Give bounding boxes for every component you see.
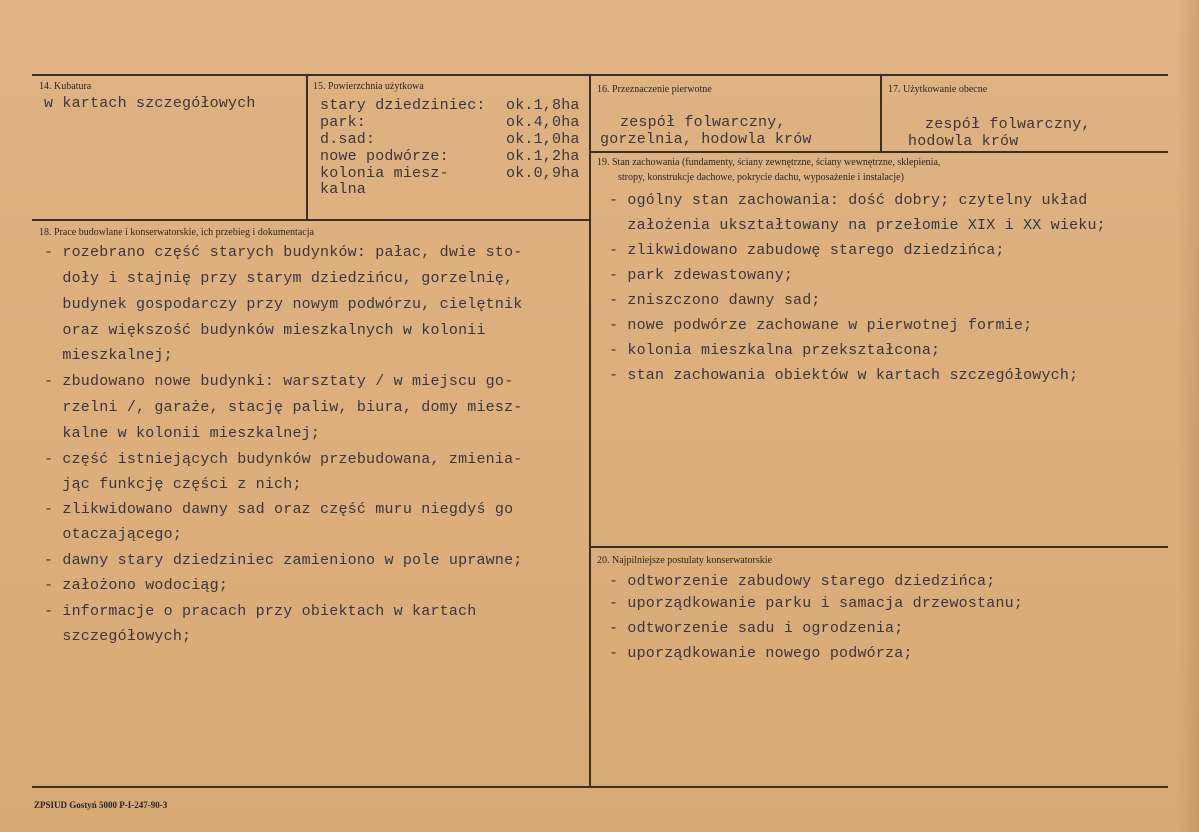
- bottom-border: [32, 786, 1168, 788]
- field-18-line: - dawny stary dziedziniec zamieniono w pole uprawne;: [44, 552, 523, 569]
- field-18-line: oraz większość budynków mieszkalnych w kolonii: [44, 322, 486, 339]
- field-19-line: - kolonia mieszkalna przekształcona;: [609, 342, 941, 359]
- print-imprint: ZPSIUD Gostyń 5000 P-I-247-90-3: [34, 800, 168, 810]
- field-19-line: - stan zachowania obiektów w kartach szczegółowych;: [609, 367, 1079, 384]
- divider-16-17: [880, 74, 882, 152]
- field-18-label: 18. Prace budowlane i konserwatorskie, ich przebieg i dokumentacja: [39, 227, 314, 238]
- field-14-label: 14. Kubatura: [39, 81, 92, 92]
- field-18-line: jąc funkcję części z nich;: [44, 476, 302, 493]
- area-row-name: nowe podwórze:: [320, 148, 449, 165]
- field-17-line: hodowla krów: [908, 133, 1019, 150]
- row1-bottom-right: [590, 151, 1168, 153]
- field-20-line: - uporządkowanie nowego podwórza;: [609, 645, 913, 662]
- field-18-line: - rozebrano część starych budynków: pałac, dwie sto-: [44, 244, 523, 261]
- divider-14-15: [306, 74, 308, 220]
- field-19-line: - zlikwidowano zabudowę starego dziedzińca;: [609, 242, 1005, 259]
- divider-center: [589, 74, 591, 788]
- field-18-line: kalne w kolonii mieszkalnej;: [44, 425, 321, 442]
- field-19-label: stropy, konstrukcje dachowe, pokrycie dachu, wyposażenie i instalacje): [618, 172, 904, 183]
- field-19-line: - park zdewastowany;: [609, 267, 794, 284]
- field-19-line: - zniszczono dawny sad;: [609, 292, 821, 309]
- field-18-line: - zlikwidowano dawny sad oraz część muru niegdyś go: [44, 501, 514, 518]
- area-row-value: ok.1,2ha: [506, 148, 580, 165]
- field-20-label: 20. Najpilniejsze postulaty konserwatorskie: [597, 555, 772, 566]
- field-18-line: mieszkalnej;: [44, 347, 173, 364]
- field-20-line: - odtworzenie zabudowy starego dziedzińca;: [609, 573, 996, 590]
- area-row-value: ok.0,9ha: [506, 165, 580, 182]
- field-20-line: - odtworzenie sadu i ogrodzenia;: [609, 620, 904, 637]
- area-row-value: ok.1,0ha: [506, 131, 580, 148]
- field-18-line: szczegółowych;: [44, 628, 192, 645]
- area-row-name: stary dziedziniec:: [320, 97, 486, 114]
- area-row-name: kalna: [320, 181, 367, 198]
- field-16-label: 16. Przeznaczenie pierwotne: [597, 84, 712, 95]
- field-18-line: budynek gospodarczy przy nowym podwórzu, cielętnik: [44, 296, 523, 313]
- area-row-value: ok.4,0ha: [506, 114, 580, 131]
- field20-top: [590, 546, 1168, 548]
- field-18-line: - zbudowano nowe budynki: warsztaty / w miejscu go-: [44, 373, 514, 390]
- field-17-label: 17. Użytkowanie obecne: [888, 84, 988, 95]
- field-18-line: doły i stajnię przy starym dziedzińcu, gorzelnię,: [44, 270, 514, 287]
- field-17-line: zespół folwarczny,: [925, 116, 1091, 133]
- area-row-name: kolonia miesz-: [320, 165, 449, 182]
- field-20-line: - uporządkowanie parku i samacja drzewostanu;: [609, 595, 1024, 612]
- field-16-line: zespół folwarczny,: [620, 114, 786, 131]
- field-19-line: - ogólny stan zachowania: dość dobry; czytelny układ: [609, 192, 1088, 209]
- field-19-label: 19. Stan zachowania (fundamenty, ściany zewnętrzne, ściany wewnętrzne, sklepienia,: [597, 157, 941, 168]
- top-border: [32, 74, 1168, 76]
- area-row-name: park:: [320, 114, 367, 131]
- field-18-line: rzelni /, garaże, stację paliw, biura, domy miesz-: [44, 399, 523, 416]
- field-18-line: - część istniejących budynków przebudowana, zmienia-: [44, 451, 523, 468]
- area-row-name: d.sad:: [320, 131, 376, 148]
- paper-edge: [1177, 0, 1199, 832]
- field-19-line: założenia ukształtowany na przełomie XIX i XX wieku;: [609, 217, 1106, 234]
- field-18-line: - informacje o pracach przy obiektach w kartach: [44, 603, 477, 620]
- field-16-line: gorzelnia, hodowla krów: [600, 131, 812, 148]
- row1-bottom-left: [32, 219, 590, 221]
- field-14-value: w kartach szczegółowych: [44, 95, 256, 112]
- field-18-line: - założono wodociąg;: [44, 577, 229, 594]
- field-18-line: otaczającego;: [44, 526, 183, 543]
- area-row-value: ok.1,8ha: [506, 97, 580, 114]
- field-19-line: - nowe podwórze zachowane w pierwotnej formie;: [609, 317, 1033, 334]
- field-15-label: 15. Powierzchnia użytkowa: [313, 81, 424, 92]
